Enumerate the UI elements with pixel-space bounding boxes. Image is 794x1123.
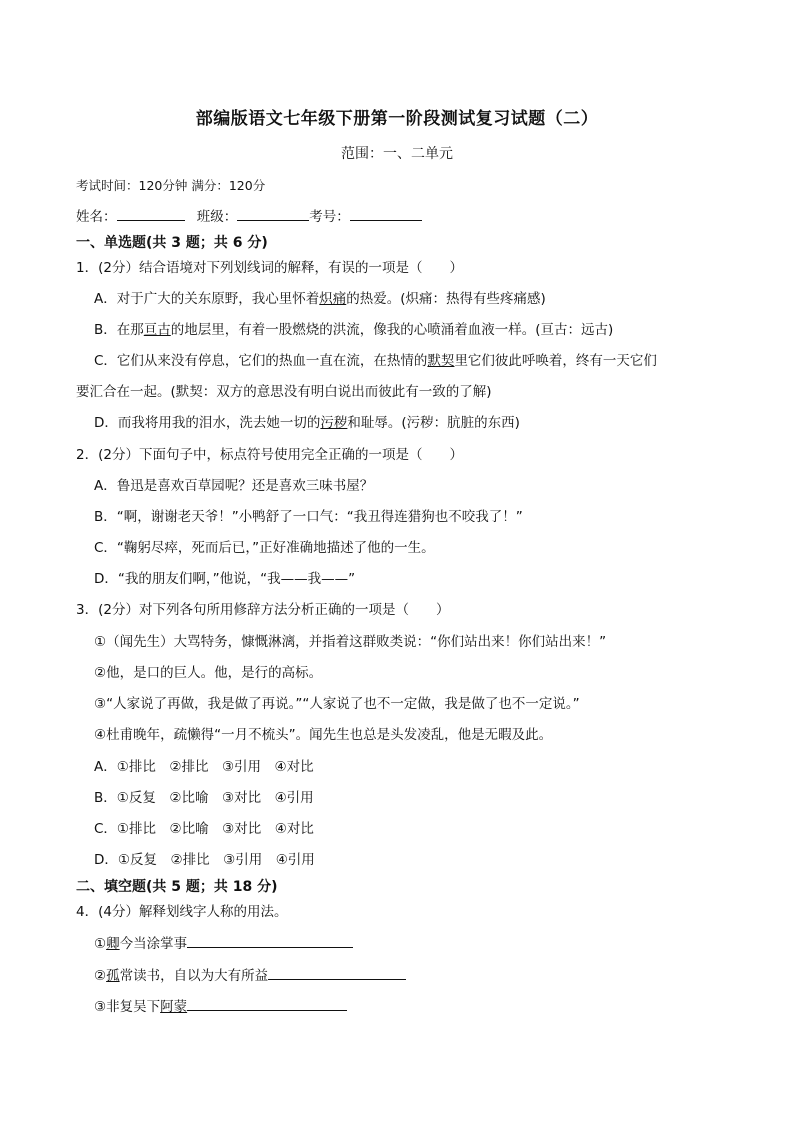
question-3-sentence-2: ②他，是口的巨人。他，是行的高标。 — [94, 665, 323, 681]
question-2-stem: 2．(2分）下面句子中，标点符号使用完全正确的一项是（ ） — [76, 447, 463, 463]
underlined-word: 孤 — [106, 968, 120, 984]
underlined-word: 默契 — [427, 353, 455, 369]
question-3-option-a: A．①排比 ②排比 ③引用 ④对比 — [94, 759, 314, 775]
question-4-item-3: ③非复吴下阿蒙 — [94, 996, 347, 1017]
question-1-stem: 1．(2分）结合语境对下列划线词的解释，有误的一项是（ ） — [76, 260, 463, 276]
question-3-option-b: B．①反复 ②比喻 ③对比 ④引用 — [94, 790, 314, 806]
underlined-word: 污秽 — [320, 415, 348, 431]
question-1-option-b: B．在那亘古的地层里，有着一股燃烧的洪流，像我的心喷涌着血液一样。(亘古：远古) — [94, 322, 614, 338]
question-1-option-d: D．而我将用我的泪水，洗去她一切的污秽和耻辱。(污秽：肮脏的东西) — [94, 415, 520, 431]
question-3-option-d: D．①反复 ②排比 ③引用 ④引用 — [94, 852, 315, 868]
question-3-sentence-3: ③“人家说了再做，我是做了再说。”“人家说了也不一定做，我是做了也不一定说。” — [94, 696, 580, 712]
underlined-word: 亘古 — [143, 322, 171, 338]
question-3-sentence-1: ①（闻先生）大骂特务，慷慨淋漓，并指着这群败类说：“你们站出来！你们站出来！” — [94, 634, 607, 650]
question-1-option-a: A．对于广大的关东原野，我心里怀着炽痛的热爱。(炽痛：热得有些疼痛感) — [94, 291, 546, 307]
class-label: 班级： — [196, 209, 238, 225]
question-2-option-d: D．“我的朋友们啊，”他说，“我——我——” — [94, 571, 356, 587]
section-heading-fill: 二、填空题(共 5 题；共 18 分) — [76, 879, 278, 895]
student-info-row — [76, 206, 422, 227]
question-2-option-b: B．“啊，谢谢老天爷！”小鸭舒了一口气：“我丑得连猎狗也不咬我了！” — [94, 509, 523, 525]
answer-blank[interactable] — [187, 996, 347, 1011]
question-2-option-a: A．鲁迅是喜欢百草园呢？还是喜欢三味书屋？ — [94, 478, 374, 494]
number-label: 考号： — [309, 209, 350, 225]
question-4-stem: 4．(4分）解释划线字人称的用法。 — [76, 904, 288, 920]
page-subtitle: 范围：一、二单元 — [341, 146, 453, 162]
answer-blank[interactable] — [268, 965, 406, 980]
section-heading-choice: 一、单选题(共 3 题；共 6 分) — [76, 235, 268, 251]
question-3-sentence-4: ④杜甫晚年，疏懒得“一月不梳头”。闻先生也总是头发凌乱，他是无暇及此。 — [94, 727, 553, 743]
number-blank[interactable] — [350, 206, 422, 221]
answer-blank[interactable] — [187, 933, 353, 948]
question-3-stem: 3．(2分）对下列各句所用修辞方法分析正确的一项是（ ） — [76, 602, 450, 618]
question-4-item-1: ①卿今当涂掌事 — [94, 933, 353, 954]
question-1-option-c-cont: 要汇合在一起。(默契：双方的意思没有明白说出而彼此有一致的了解) — [76, 384, 492, 400]
page-title: 部编版语文七年级下册第一阶段测试复习试题（二） — [195, 109, 599, 129]
class-blank[interactable] — [237, 206, 309, 221]
underlined-word: 阿蒙 — [160, 999, 188, 1015]
underlined-word: 卿 — [106, 936, 120, 952]
exam-info: 考试时间：120分钟 满分：120分 — [76, 178, 266, 193]
question-3-option-c: C．①排比 ②比喻 ③对比 ④对比 — [94, 821, 314, 837]
question-2-option-c: C．“鞠躬尽瘁，死而后已，”正好准确地描述了他的一生。 — [94, 540, 435, 556]
question-1-option-c: C．它们从来没有停息，它们的热血一直在流，在热情的默契里它们彼此呼唤着，终有一天它们 — [94, 353, 657, 369]
question-4-item-2: ②孤常读书，自以为大有所益 — [94, 965, 406, 986]
name-blank[interactable] — [117, 206, 185, 221]
name-label: 姓名： — [76, 209, 117, 225]
underlined-word: 炽痛 — [319, 291, 347, 307]
